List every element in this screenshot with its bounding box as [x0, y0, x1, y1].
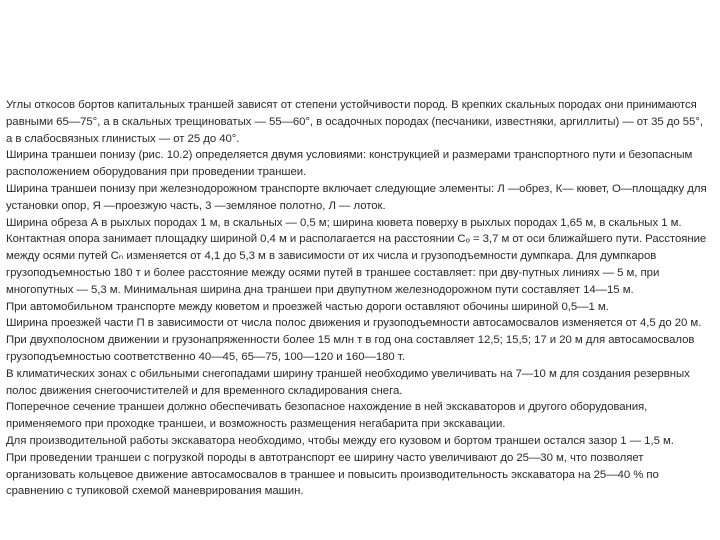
paragraph-cross-section: Поперечное сечение траншеи должно обеспечивать безопасное нахождение в ней экскаваторов и другого оборудования, применяемого при проходке траншеи, и возможность размещения негабарита при экскавации. [6, 401, 648, 431]
paragraph-slope-angles: Углы откосов бортов капитальных траншей зависят от степени устойчивости пород. В крепких скальных породах они принимаются равными 65—75°, а в скальных трещиноватых — 55—60°, в осадочных породах (песчаники, известняки, аргиллиты) — от 35 до 55°, а в слабосвязных глинистых — от 25 до 40°. [6, 99, 703, 145]
paragraph-road-shoulders: При автомобильном транспорте между кюветом и проезжей частью дороги оставляют обочины шириной 0,5—1 м. [6, 300, 609, 313]
document-body [6, 97, 712, 500]
paragraph-berm-dimensions: Ширина обреза А в рыхлых породах 1 м, в скальных — 0,5 м; ширина кювета поверху в рыхлых породах 1,65 м, в скальных 1 м. Контактная опора занимает площадку шириной 0,4 м и располагается на расстоянии Сₒ = 3,7 м от оси ближайшего пути. Расстояние между осями путей Сₙ изменяется от 4,1 до 5,3 м в зависимости от их числа и грузоподъемности думпкара. Для думпкаров грузоподъемностью 180 т и более расстояние между осями путей в траншее составляет: при дву-путных линиях — 5 м, при многопутных — 5,3 м. Минимальная ширина дна траншеи при двупутном железнодорожном пути составляет 14—15 м. [6, 216, 707, 296]
paragraph-loop-traffic: При проведении траншеи с погрузкой породы в автотранспорт ее ширину часто увеличивают до 25—30 м, что позволяет организовать кольцевое движение автосамосвалов в траншее и повысить производительность экскаватора на 25—40 % по сравнению с тупиковой схемой маневрирования машин. [6, 451, 659, 498]
paragraph-railway-elements: Ширина траншеи понизу при железнодорожном транспорте включает следующие элементы: Л —обрез, К— кювет, О—площадку для установки опор, Я —проезжую часть, 3 —земляное полотно, Л — лоток. [6, 182, 707, 212]
paragraph-excavator-clearance: Для производительной работы экскаватора необходимо, чтобы между его кузовом и бортом траншеи остался зазор 1 — 1,5 м. [6, 434, 674, 447]
paragraph-carriageway-width: Ширина проезжей части П в зависимости от числа полос движения и грузоподъемности автосамосвалов изменяется от 4,5 до 20 м. При двухполосном движении и грузонапряженности более 15 млн т в год она составляет 12,5; 15,5; 17 и 20 м для автосамосвалов грузоподъемностью соответственно 40—45, 65—75, 100—120 и 160—180 т. [6, 317, 702, 363]
paragraph-trench-bottom-width: Ширина траншеи понизу (рис. 10.2) определяется двумя условиями: конструкцией и размерами транспортного пути и безопасным расположением оборудования при проведении траншеи. [6, 149, 693, 179]
paragraph-snow-zones: В климатических зонах с обильными снегопадами ширину траншей необходимо увеличивать на 7—10 м для создания резервных полос движения снегоочистителей и для временного складирования снега. [6, 367, 690, 397]
